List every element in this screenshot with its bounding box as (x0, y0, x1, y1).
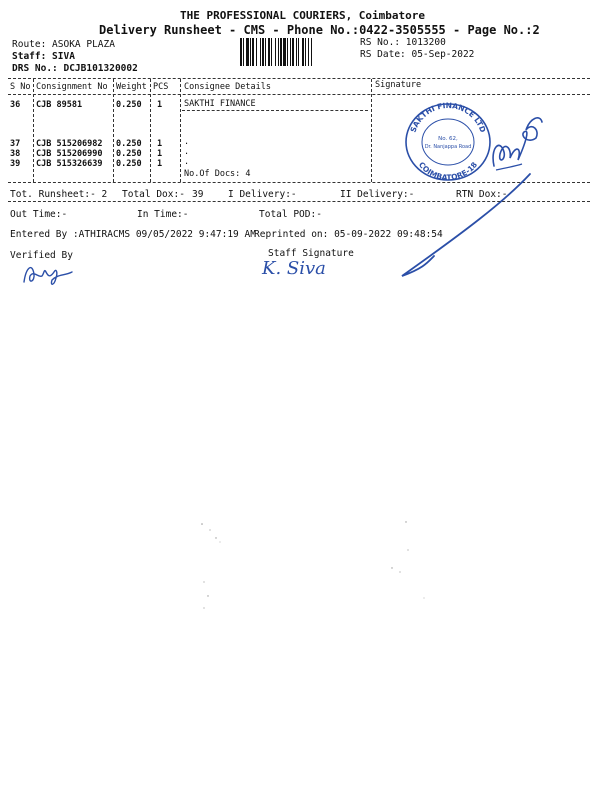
col-divider (180, 79, 181, 182)
entered-by: Entered By :ATHIRACMS 09/05/2022 9:47:19 AM (10, 229, 256, 240)
col-divider (150, 79, 151, 182)
route-label: Route: ASOKA PLAZA (12, 39, 115, 50)
col-header-signature: Signature (375, 80, 422, 90)
rs-number: RS No.: 1013200 (360, 37, 446, 48)
row-weight: 0.250 (116, 139, 142, 149)
row-consignment: CJB 515206982 (36, 139, 103, 149)
in-time: In Time:- (137, 209, 189, 220)
row-separator (182, 110, 368, 111)
totals-line (8, 201, 590, 202)
rtn-dox: RTN Dox:- (456, 189, 508, 200)
row-weight: 0.250 (116, 159, 142, 169)
stamp-text-bottom: COIMBATORE-18 (416, 160, 480, 182)
barcode-bar (312, 38, 313, 66)
barcode (240, 38, 352, 66)
scan-specks (180, 510, 440, 630)
row-consignee: . (184, 137, 190, 147)
col-header-consignment: Consignment No (36, 82, 108, 92)
row-pcs: 1 (157, 139, 163, 149)
stamp-text-top: SAKTHI FINANCE LTD (408, 100, 488, 134)
row-consignment: CJB 89581 (36, 100, 83, 110)
row-weight: 0.250 (116, 149, 142, 159)
row-pcs: 1 (157, 159, 163, 169)
row-sno: 38 (10, 149, 21, 159)
col-divider (113, 79, 114, 182)
row-consignment: CJB 515206990 (36, 149, 103, 159)
table-header-line (8, 94, 590, 95)
stamp-center-line1: No. 62, (438, 136, 458, 142)
no-of-docs: No.Of Docs: 4 (184, 169, 251, 179)
verified-by-label: Verified By (10, 250, 73, 261)
staff-signature-label: Staff Signature (268, 248, 354, 259)
table-top-line (8, 78, 590, 79)
row-consignee: SAKTHI FINANCE (184, 99, 256, 109)
stamp-center-line2: Dr. Nanjappa Road (424, 144, 472, 150)
col-header-sno: S No (10, 82, 31, 92)
drs-number: DRS No.: DCJB101320002 (12, 63, 138, 74)
row-sno: 39 (10, 159, 21, 169)
company-title: THE PROFESSIONAL COURIERS, Coimbatore (180, 9, 426, 22)
col-divider (33, 79, 34, 182)
total-dox-label: Total Dox:- (122, 189, 185, 200)
row-consignment: CJB 515326639 (36, 159, 103, 169)
company-stamp (400, 98, 496, 182)
total-pod: Total POD:- (259, 209, 322, 220)
row-pcs: 1 (157, 149, 163, 159)
reprinted-on: Reprinted on: 05-09-2022 09:48:54 (254, 229, 443, 240)
row-consignee: . (184, 147, 190, 157)
row-sno: 37 (10, 139, 21, 149)
staff-label: Staff: SIVA (12, 51, 75, 62)
col-header-pcs: PCS (153, 82, 169, 92)
staff-handwritten-signature: K. Siva (262, 258, 326, 279)
total-runsheet: Tot. Runsheet:- 2 (10, 189, 108, 200)
col-header-consignee: Consignee Details (184, 82, 271, 92)
i-delivery: I Delivery:- (228, 189, 297, 200)
row-sno: 36 (10, 100, 21, 110)
row-pcs: 1 (157, 100, 163, 110)
col-divider (371, 79, 372, 182)
out-time: Out Time:- (10, 209, 68, 220)
row-weight: 0.250 (116, 100, 142, 110)
runsheet-subtitle: Delivery Runsheet - CMS - Phone No.:0422-3505555 - Page No.:2 (99, 23, 540, 37)
row-consignee: . (184, 157, 190, 167)
rs-date: RS Date: 05-Sep-2022 (360, 49, 475, 60)
col-header-weight: Weight (116, 82, 147, 92)
total-dox-value: 39 (192, 189, 204, 200)
verifier-signature (20, 258, 76, 288)
recipient-signature (486, 108, 546, 174)
ii-delivery: II Delivery:- (340, 189, 415, 200)
